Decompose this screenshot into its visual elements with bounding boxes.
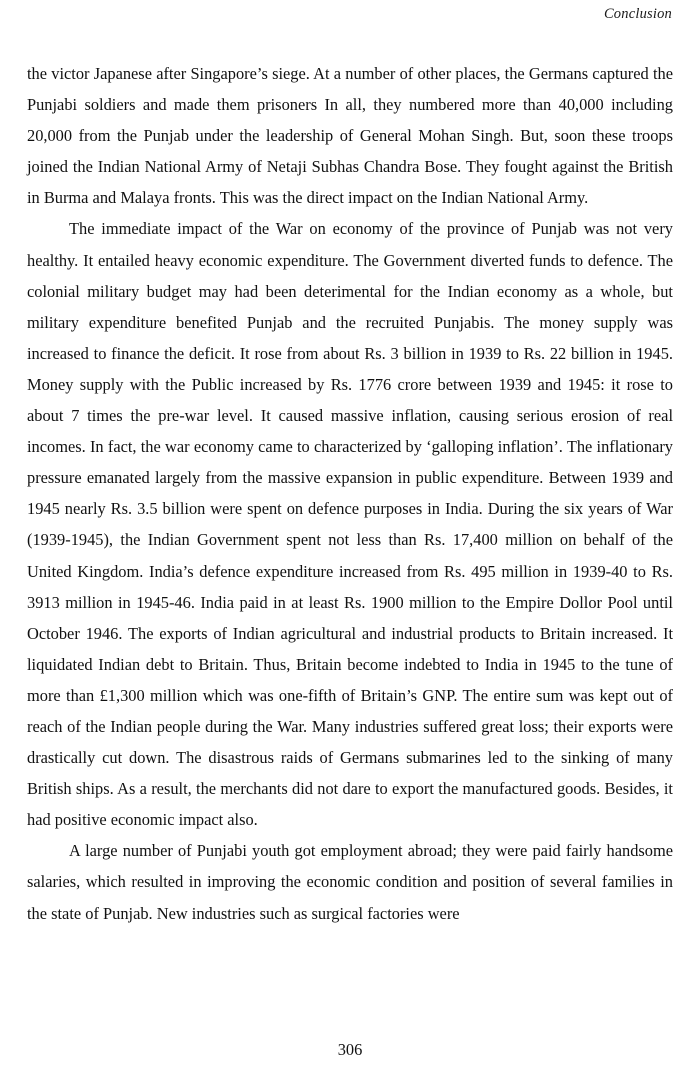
page-number: 306	[337, 1040, 363, 1059]
body-paragraph-1: the victor Japanese after Singapore’s siege. At a number of other places, the Germans captured the Punjabi soldiers and made them prisoners In all, they numbered more than 40,000 including 20,000 from the Punjab under the leadership of General Mohan Singh. But, soon these troops joined the Indian National Army of Netaji Subhas Chandra Bose. They fought against the British in Burma and Malaya fronts. This was the direct impact on the Indian National Army.	[27, 64, 673, 208]
running-head: Conclusion	[603, 6, 672, 22]
body-paragraph-3: A large number of Punjabi youth got employment abroad; they were paid fairly handsome salaries, which resulted in improving the economic condition and position of several families in the state of Punjab. New industries such as surgical factories were	[27, 841, 673, 923]
body-paragraph-2: The immediate impact of the War on economy of the province of Punjab was not very healthy. It entailed heavy economic expenditure. The Government diverted funds to defence. The colonial military budget may had been deterimental for the Indian economy as a whole, but military expenditure benefited Punjab and the recruited Punjabis. The money supply was increased to finance the deficit. It rose from about Rs. 3 billion in 1939 to Rs. 22 billion in 1945. Money supply with the Public increased by Rs. 1776 crore between 1939 and 1945: it rose to about 7 times the pre-war level. It caused massive inflation, causing serious erosion of real incomes. In fact, the war economy came to characterized by ‘galloping inflation’. The inflationary pressure emanated largely from the massive expansion in public expenditure. Between 1939 and 1945 nearly Rs. 3.5 billion were spent on defence purposes in India. During the six years of War (1939-1945), the Indian Government spent not less than Rs. 17,400 million on behalf of the United Kingdom. India’s defence expenditure increased from Rs. 495 million in 1939-40 to Rs. 3913 million in 1945-46. India paid in at least Rs. 1900 million to the Empire Dollor Pool until October 1946. The exports of Indian agricultural and industrial products to Britain increased. It liquidated Indian debt to Britain. Thus, Britain become indebted to India in 1945 to the tune of more than £1,300 million which was one-fifth of Britain’s GNP. The entire sum was kept out of reach of the Indian people during the War. Many industries suffered great loss; their exports were drastically cut down. The disastrous raids of Germans submarines led to the sinking of many British ships. As a result, the merchants did not dare to export the manufactured goods. Besides, it had positive economic impact also.	[27, 219, 673, 830]
body-text-area	[27, 58, 673, 929]
